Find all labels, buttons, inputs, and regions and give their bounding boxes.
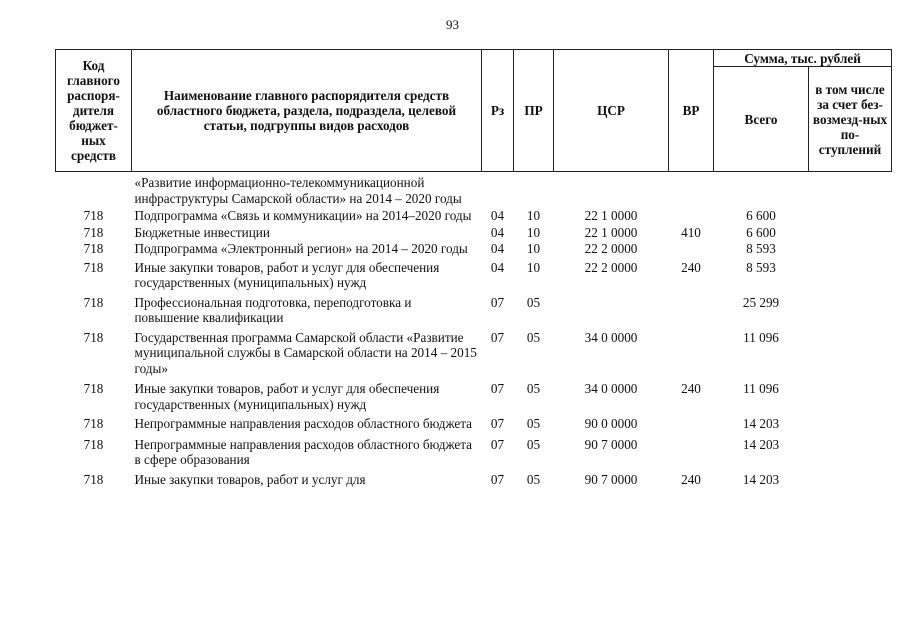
cell-vr: [669, 326, 714, 377]
cell-free: [809, 412, 892, 432]
cell-rz: 04: [490, 208, 505, 223]
header-rz: Рз: [482, 50, 514, 172]
cell-csr: [554, 172, 669, 207]
cell-vr: 240: [681, 471, 701, 487]
cell-pr: 10: [526, 259, 541, 275]
cell-free: [809, 468, 892, 488]
cell-csr: 22 2 0000: [584, 259, 638, 275]
cell-free: [809, 240, 892, 257]
cell-code: 718: [83, 224, 104, 240]
cell-code: 718: [83, 259, 104, 275]
cell-csr: 22 1 0000: [584, 224, 638, 240]
cell-name: Подпрограмма «Электронный регион» на 2014 – 2020 годы: [134, 241, 468, 256]
cell-total: 14 203: [742, 416, 780, 431]
header-name: Наименование главного распорядителя средств областного бюджета, раздела, подраздела, целевой статьи, подгруппы видов расходов: [132, 50, 482, 172]
cell-pr: 05: [526, 329, 541, 345]
table-row: [56, 432, 892, 468]
cell-name: Непрограммные направления расходов областного бюджета в сфере образования: [134, 436, 473, 467]
cell-code: 718: [83, 241, 104, 256]
cell-vr: 410: [681, 224, 701, 240]
cell-free: [809, 432, 892, 468]
cell-pr: 05: [526, 471, 541, 487]
cell-free: [809, 257, 892, 291]
header-pr: ПР: [514, 50, 554, 172]
cell-code: 718: [83, 416, 104, 431]
cell-name: Подпрограмма «Связь и коммуникации» на 2014–2020 годы: [134, 208, 472, 223]
page-number: 93: [446, 17, 459, 32]
table-row: [56, 376, 892, 412]
cell-pr: 05: [526, 436, 541, 452]
cell-name: Иные закупки товаров, работ и услуг для: [134, 471, 366, 487]
cell-rz: 07: [490, 381, 505, 396]
cell-pr: 10: [526, 224, 541, 240]
cell-free: [809, 376, 892, 412]
cell-free: [809, 224, 892, 241]
cell-pr: [514, 172, 554, 207]
cell-total: 14 203: [742, 471, 780, 487]
cell-vr: [669, 206, 714, 224]
cell-pr: 05: [526, 416, 541, 431]
header-vr: ВР: [669, 50, 714, 172]
cell-free: [809, 172, 892, 207]
cell-total: 11 096: [743, 381, 779, 396]
cell-rz: 07: [490, 471, 505, 487]
cell-code: 718: [83, 294, 104, 310]
cell-code: [56, 172, 132, 207]
cell-pr: 10: [526, 208, 541, 223]
cell-csr: 34 0 0000: [584, 381, 638, 396]
cell-rz: 07: [490, 329, 505, 345]
cell-rz: 04: [490, 259, 505, 275]
table-row: [56, 172, 892, 207]
cell-code: 718: [83, 436, 104, 452]
cell-csr: 90 7 0000: [584, 436, 638, 452]
cell-csr: 22 2 0000: [584, 241, 638, 256]
table-row: [56, 468, 892, 488]
cell-rz: 04: [490, 241, 505, 256]
cell-total: 6 600: [746, 224, 776, 240]
cell-vr: 240: [681, 381, 701, 396]
cell-name: Иные закупки товаров, работ и услуг для обеспечения государственных (муниципальных) нужд: [134, 381, 440, 412]
cell-total: 6 600: [746, 208, 776, 223]
table-row: [56, 291, 892, 326]
cell-rz: 04: [490, 224, 505, 240]
cell-vr: [669, 291, 714, 326]
cell-total: 25 299: [742, 294, 780, 310]
table-row: [56, 412, 892, 432]
table-header: [56, 50, 892, 172]
cell-pr: 10: [526, 241, 541, 256]
cell-free: [809, 291, 892, 326]
cell-csr: [554, 291, 669, 326]
header-sum-group: Сумма, тыс. рублей: [714, 50, 892, 67]
cell-name: Государственная программа Самарской области «Развитие муниципальной службы в Самарской области на 2014 – 2015 годы»: [134, 329, 477, 376]
cell-total: 11 096: [743, 329, 779, 345]
cell-rz: 07: [490, 436, 505, 452]
table-row: [56, 326, 892, 377]
cell-vr: [669, 240, 714, 257]
cell-name: Иные закупки товаров, работ и услуг для обеспечения государственных (муниципальных) нужд: [134, 259, 440, 290]
cell-csr: 90 0 0000: [584, 416, 638, 431]
cell-total: 8 593: [746, 259, 776, 275]
cell-free: [809, 206, 892, 224]
cell-name: «Развитие информационно-телекоммуникационной инфраструктуры Самарской области» на 2014 – 2020 годы: [134, 175, 462, 206]
cell-total: 8 593: [746, 241, 776, 256]
cell-pr: 05: [526, 381, 541, 396]
cell-total: 14 203: [742, 436, 780, 452]
budget-table: [55, 49, 892, 487]
cell-rz: [482, 172, 514, 207]
cell-name: Непрограммные направления расходов областного бюджета: [134, 416, 473, 431]
table-row: [56, 257, 892, 291]
cell-vr: [669, 432, 714, 468]
cell-name: Бюджетные инвестиции: [134, 224, 270, 240]
cell-code: 718: [83, 471, 104, 487]
cell-csr: 22 1 0000: [584, 208, 638, 223]
table-body: [56, 172, 892, 488]
header-code: Код главного распоря-дителя бюджет-ных средств: [56, 50, 132, 172]
header-csr: ЦСР: [554, 50, 669, 172]
cell-rz: 07: [490, 294, 505, 310]
cell-csr: 34 0 0000: [584, 329, 638, 345]
cell-vr: [669, 412, 714, 432]
cell-total: [714, 172, 809, 207]
cell-vr: [669, 172, 714, 207]
cell-pr: 05: [526, 294, 541, 310]
cell-name: Профессиональная подготовка, переподготовка и повышение квалификации: [134, 294, 412, 325]
header-free: в том числе за счет без-возмезд-ных по-ступлений: [809, 67, 892, 172]
table-row: [56, 240, 892, 257]
header-total: Всего: [714, 67, 809, 172]
cell-csr: 90 7 0000: [584, 471, 638, 487]
cell-code: 718: [83, 381, 104, 396]
table-row: [56, 224, 892, 241]
cell-code: 718: [83, 208, 104, 223]
cell-code: 718: [83, 329, 104, 345]
table-row: [56, 206, 892, 224]
cell-rz: 07: [490, 416, 505, 431]
cell-free: [809, 326, 892, 377]
cell-vr: 240: [681, 259, 701, 275]
